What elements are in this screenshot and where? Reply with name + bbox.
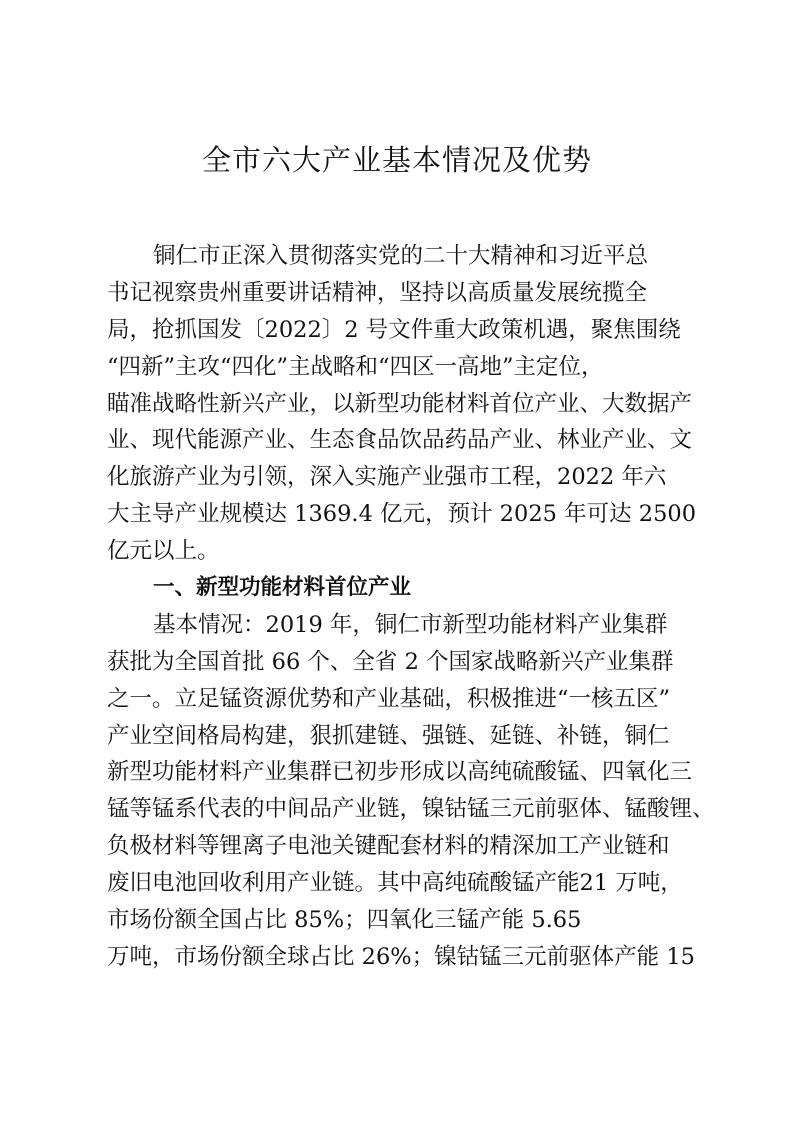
paragraph-line: 业、现代能源产业、生态食品饮品药品产业、林业产业、文 xyxy=(107,427,693,454)
paragraph-line: 新型功能材料产业集群已初步形成以高纯硫酸锰、四氧化三 xyxy=(107,759,693,786)
paragraph-line: 化旅游产业为引领，深入实施产业强市工程，2022 年六 xyxy=(107,464,667,491)
paragraph-line: 铜仁市正深入贯彻落实党的二十大精神和习近平总 xyxy=(153,243,649,269)
paragraph-line: 书记视察贵州重要讲话精神，坚持以高质量发展统揽全 xyxy=(107,279,648,306)
paragraph-line: 亿元以上。 xyxy=(107,538,220,565)
section-heading: 一、新型功能材料首位产业 xyxy=(153,575,412,601)
paragraph-line: 锰等锰系代表的中间品产业链，镍钴锰三元前驱体、锰酸锂、 xyxy=(107,796,715,823)
paragraph-line: 负极材料等锂离子电池关键配套材料的精深加工产业链和 xyxy=(107,833,670,860)
paragraph-line: 废旧电池回收利用产业链。其中高纯硫酸锰产能21 万吨， xyxy=(107,870,683,897)
paragraph-line: 大主导产业规模达 1369.4 亿元，预计 2025 年可达 2500 xyxy=(107,501,697,528)
paragraph-line: 万吨，市场份额全球占比 26%；镍钴锰三元前驱体产能 15 xyxy=(107,943,695,970)
paragraph-line: 之一。立足锰资源优势和产业基础，积极推进“一核五区” xyxy=(107,685,671,712)
paragraph-line: 瞄准战略性新兴产业，以新型功能材料首位产业、大数据产 xyxy=(107,390,693,417)
paragraph-line: “四新”主攻“四化”主战略和“四区一高地”主定位， xyxy=(107,353,604,380)
paragraph-line: 局，抢抓国发〔2022〕2 号文件重大政策机遇，聚焦围绕 xyxy=(107,316,681,343)
paragraph-line: 产业空间格局构建，狠抓建链、强链、延链、补链，铜仁 xyxy=(107,722,670,749)
paragraph-line: 基本情况：2019 年，铜仁市新型功能材料产业集群 xyxy=(153,611,668,638)
document-body xyxy=(107,238,715,976)
paragraph-line: 获批为全国首批 66 个、全省 2 个国家战略新兴产业集群 xyxy=(107,648,674,675)
document-title: 全市六大产业基本情况及优势 xyxy=(201,143,592,177)
paragraph-line: 市场份额全国占比 85%；四氧化三锰产能 5.65 xyxy=(107,907,582,934)
